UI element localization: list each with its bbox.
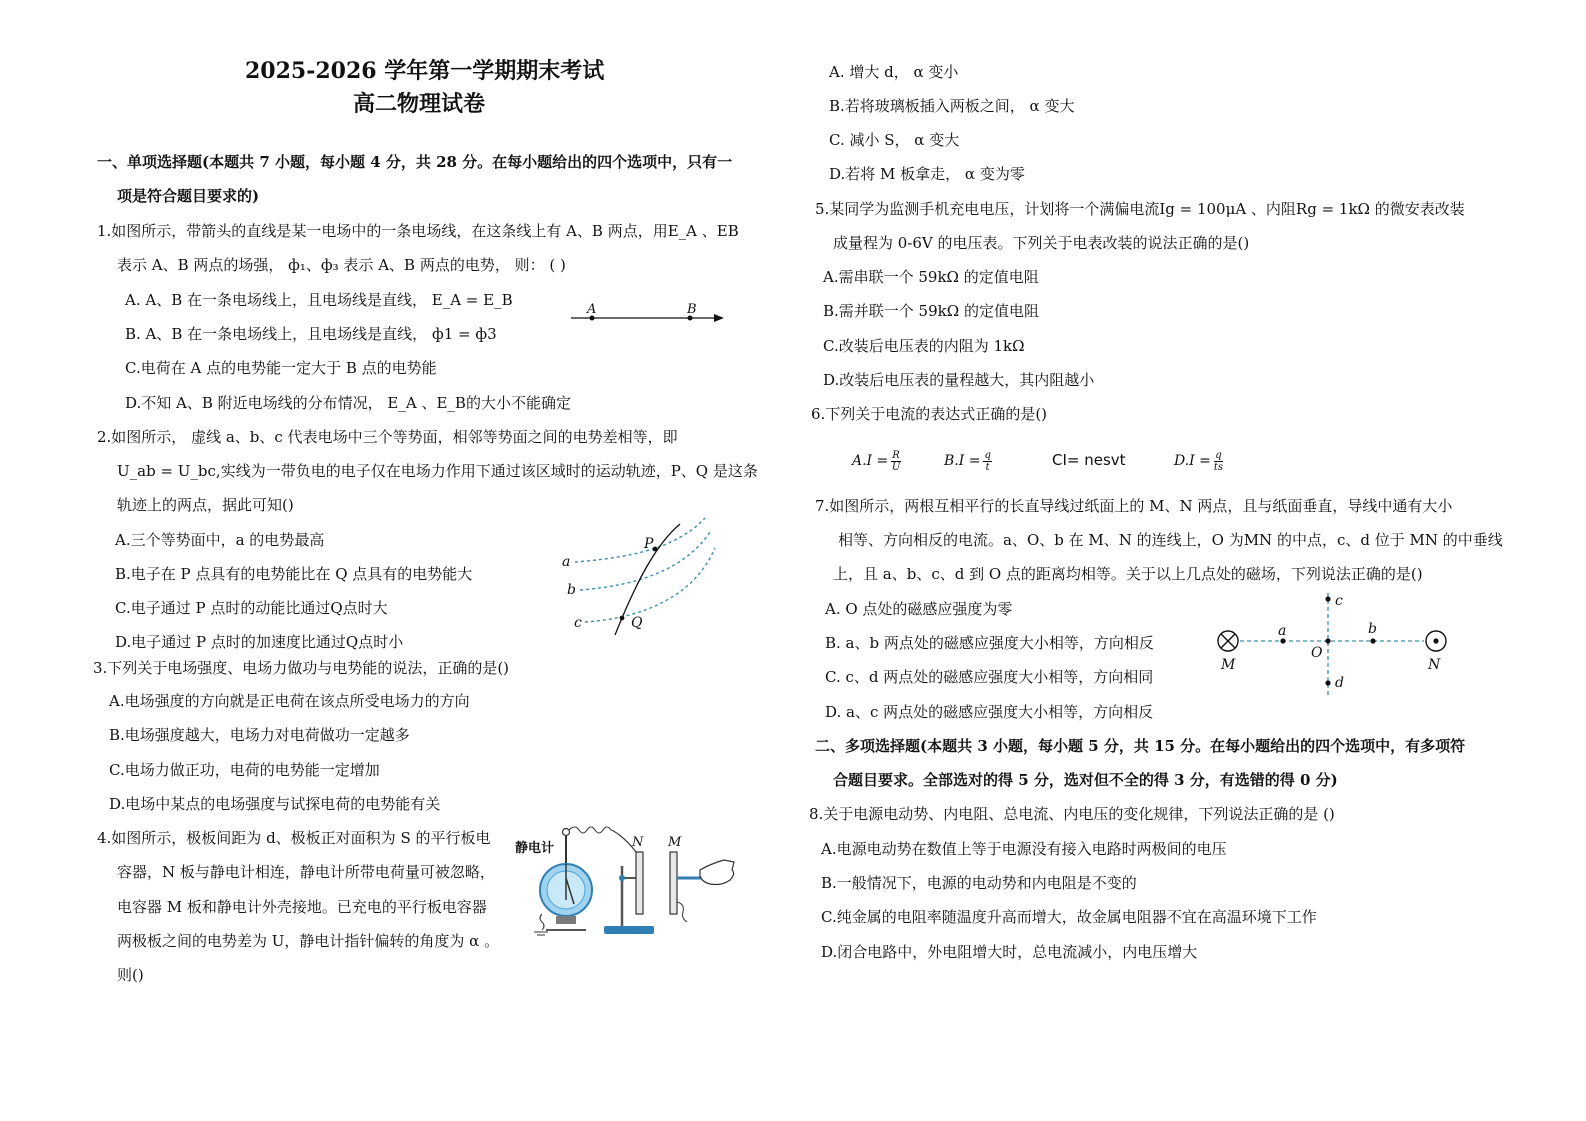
q6-option-a-prefix: A.I = (852, 453, 889, 469)
q2-equipotential-figure (555, 510, 730, 645)
q2-label-a: a (562, 554, 571, 570)
q6-option-d-numerator: q (1215, 449, 1222, 461)
q5-option-a: A.需串联一个 59kΩ 的定值电阻 (823, 268, 1039, 286)
q1-option-c: C.电荷在 A 点的电势能一定大于 B 点的电势能 (125, 359, 437, 377)
q1-stem-line1: 1.如图所示，带箭头的直线是某一电场中的一条电场线，在这条线上有 A、B 两点，用E_A 、EB (97, 222, 739, 240)
q8-option-d: D.闭合电路中，外电阻增大时，总电流减小，内电压增大 (821, 943, 1198, 961)
q4-stem-line2: 容器，N 板与静电计相连，静电计所带电荷量可被忽略， (117, 863, 495, 881)
q7-label-d: d (1335, 675, 1344, 691)
section1-heading-line1: 一、单项选择题(本题共 7 小题，每小题 4 分，共 28 分。在每小题给出的四个选项中，只有一 (97, 153, 733, 171)
q8-option-a: A.电源电动势在数值上等于电源没有接入电路时两极间的电压 (821, 840, 1227, 858)
q2-option-c: C.电子通过 P 点时的动能比通过Q点时大 (115, 599, 388, 617)
q4-stem-line5: 则() (117, 966, 144, 984)
q7-point-d (1325, 680, 1330, 685)
q6-option-d-denominator: ts (1213, 461, 1224, 473)
q7-option-c: C. c、d 两点处的磁感应强度大小相等，方向相同 (825, 668, 1154, 686)
q4-option-d: D.若将 M 板拿走， α 变为零 (829, 165, 1025, 183)
q3-stem: 3.下列关于电场强度、电场力做功与电势能的说法，正确的是() (93, 659, 510, 677)
q4-plate-m (670, 852, 677, 914)
q7-option-b: B. a、b 两点处的磁感应强度大小相等，方向相反 (825, 634, 1154, 652)
page-title: 2025-2026 学年第一学期期末考试 (245, 58, 605, 84)
q6-option-b-denominator: t (985, 461, 990, 473)
q4-label-n: N (632, 835, 644, 850)
q6-option-d-prefix: D.I = (1174, 453, 1211, 469)
q7-label-n: N (1428, 657, 1441, 673)
q4-meter-base (556, 916, 576, 924)
q2-option-b: B.电子在 P 点具有的电势能比在 Q 点具有的电势能大 (115, 565, 473, 583)
q7-point-c (1325, 596, 1330, 601)
q2-label-b: b (567, 582, 576, 598)
q7-option-d: D. a、c 两点处的磁感应强度大小相等，方向相反 (825, 703, 1154, 721)
q2-label-q: Q (631, 615, 643, 631)
q7-label-o: O (1311, 645, 1323, 661)
q7-stem-line2: 相等、方向相反的电流。a、O、b 在 M、N 的连线上，O 为MN 的中点，c、d 位于 MN 的中垂线 (838, 531, 1503, 549)
q7-magnetic-field-figure (1210, 585, 1455, 700)
q4-plate-n (636, 852, 643, 914)
q1-arrow-head (714, 314, 724, 322)
q3-option-b: B.电场强度越大，电场力对电荷做功一定越多 (109, 726, 410, 744)
q2-stem-line3: 轨迹上的两点，据此可知() (117, 496, 294, 514)
section2-heading-line1: 二、多项选择题(本题共 3 小题，每小题 5 分，共 15 分。在每小题给出的四个选项中，有多项符 (815, 737, 1466, 755)
q4-electrometer-figure (512, 822, 737, 942)
q5-option-b: B.需并联一个 59kΩ 的定值电阻 (823, 302, 1039, 320)
q4-option-a: A. 增大 d， α 变小 (829, 63, 959, 81)
q7-point-b (1370, 638, 1375, 643)
q4-label-m: M (668, 835, 682, 850)
section2-heading-line2: 合题目要求。全部选对的得 5 分，选对但不全的得 3 分，有选错的得 0 分) (833, 771, 1338, 789)
q7-point-o (1325, 638, 1330, 643)
q6-option-a-numerator: R (892, 449, 900, 461)
q3-option-a: A.电场强度的方向就是正电荷在该点所受电场力的方向 (109, 692, 470, 710)
q6-option-d (1174, 446, 1223, 476)
q1-option-b: B. A、B 在一条电场线上，且电场线是直线， ф1 = ф3 (125, 325, 497, 343)
q2-option-a: A.三个等势面中，a 的电势最高 (115, 531, 325, 549)
q7-point-a (1280, 638, 1285, 643)
q1-label-b: B (687, 302, 697, 317)
q2-equipotential-c (585, 548, 715, 622)
q4-ground-wire-right (677, 902, 687, 922)
page-subtitle: 高二物理试卷 (353, 91, 486, 117)
q4-stem-line1: 4.如图所示，极板间距为 d、极板正对面积为 S 的平行板电 (97, 829, 491, 847)
q1-option-a: A. A、B 在一条电场线上，且电场线是直线， E_A = E_B (125, 291, 513, 309)
q2-stem-line2: U_ab = U_bc,实线为一带负电的电子仅在电场力作用下通过该区域时的运动轨迹，P、Q 是这条 (117, 462, 758, 480)
q4-ground-wire-left (540, 914, 544, 930)
q1-label-a: A (587, 302, 597, 317)
q1-option-d: D.不知 A、B 附近电场线的分布情况， E_A 、E_B的大小不能确定 (125, 394, 571, 412)
q8-option-c: C.纯金属的电阻率随温度升高而增大，故金属电阻器不宜在高温环境下工作 (821, 908, 1317, 926)
q3-option-c: C.电场力做正功，电荷的电势能一定增加 (109, 761, 380, 779)
q2-equipotential-a (575, 518, 705, 562)
q4-stand-base (604, 926, 654, 934)
q8-option-b: B.一般情况下，电源的电动势和内电阻是不变的 (821, 874, 1137, 892)
q4-option-b: B.若将玻璃板插入两板之间， α 变大 (829, 97, 1075, 115)
q6-option-b (944, 446, 992, 476)
q5-option-c: C.改装后电压表的内阻为 1kΩ (823, 337, 1025, 355)
q2-label-p: P (644, 536, 654, 552)
q7-label-b: b (1368, 621, 1377, 637)
q6-stem: 6.下列关于电流的表达式正确的是() (811, 405, 1048, 423)
q4-hand (700, 860, 734, 885)
q2-point-q (620, 616, 625, 621)
q2-option-d: D.电子通过 P 点时的加速度比通过Q点时小 (115, 633, 404, 651)
q6-option-b-prefix: B.I = (944, 453, 981, 469)
q7-stem-line1: 7.如图所示，两根互相平行的长直导线过纸面上的 M、N 两点，且与纸面垂直，导线中通有大小 (815, 497, 1453, 515)
q4-stem-line3: 电容器 M 板和静电计外壳接地。已充电的平行板电容器 (117, 898, 487, 916)
q7-label-m: M (1221, 657, 1236, 673)
q1-field-line-figure (566, 298, 731, 328)
q6-option-c: CI= nesvt (1052, 451, 1126, 469)
q6-option-b-numerator: q (984, 449, 991, 461)
q1-stem-line2: 表示 A、B 两点的场强， ф₁、ф₃ 表示 A、B 两点的电势， 则： ( ) (117, 256, 566, 274)
q3-option-d: D.电场中某点的电场强度与试探电荷的电势能有关 (109, 795, 441, 813)
q6-option-a-denominator: U (891, 461, 901, 473)
section1-heading-line2: 项是符合题目要求的) (117, 187, 260, 205)
q7-stem-line3: 上，且 a、b、c、d 到 O 点的距离均相等。关于以上几点处的磁场，下列说法正确的是() (833, 565, 1423, 583)
q5-stem-line1: 5.某同学为监测手机充电电压，计划将一个满偏电流Ig = 100μA 、内阻Rg = 1kΩ 的微安表改装 (815, 200, 1465, 218)
q2-label-c: c (574, 615, 582, 631)
q7-label-a: a (1278, 623, 1287, 639)
q4-meter-knob (563, 829, 570, 836)
q8-stem: 8.关于电源电动势、内电阻、总电流、内电压的变化规律，下列说法正确的是 () (809, 805, 1335, 823)
q4-coil-wire (569, 827, 636, 852)
q2-stem-line1: 2.如图所示， 虚线 a、b、c 代表电场中三个等势面，相邻等势面之间的电势差相等，即 (97, 428, 678, 446)
q4-label-electrometer: 静电计 (515, 841, 555, 856)
q5-stem-line2: 成量程为 0-6V 的电压表。下列关于电表改装的说法正确的是() (833, 234, 1250, 252)
q7-option-a: A. O 点处的磁感应强度为零 (825, 600, 1013, 618)
q5-option-d: D.改装后电压表的量程越大，其内阻越小 (823, 371, 1095, 389)
q4-option-c: C. 减小 S， α 变大 (829, 131, 960, 149)
q4-stem-line4: 两极板之间的电势差为 U，静电计指针偏转的角度为 α 。 (117, 932, 500, 950)
q6-option-a (852, 446, 901, 476)
q7-label-c: c (1335, 593, 1343, 609)
